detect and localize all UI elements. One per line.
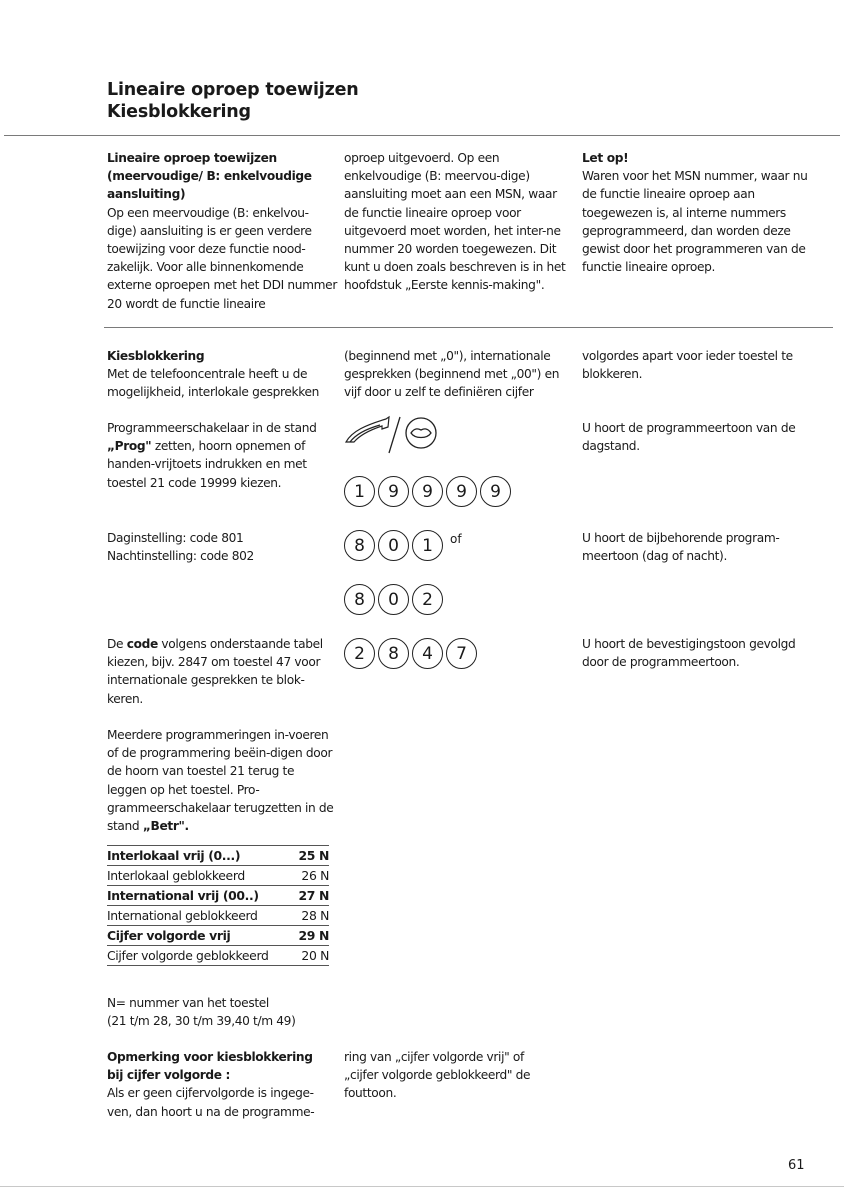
digit-key: 1 <box>412 530 443 561</box>
table-row <box>107 846 329 866</box>
table-cell-label: Interlokaal geblokkeerd <box>107 866 294 886</box>
digit-key: 4 <box>412 638 443 669</box>
body-text: Als er geen cijfervolgorde is ingege-ven, dan hoort u na de programme- <box>107 1086 315 1119</box>
body-text: Op een meervoudige (B: enkelvou-dige) aansluiting is er geen verdere toewijzing voor deze functie nood-zakelijk. Voor alle binnenkomende externe oproepen met het DDI nummer 20 wordt de functie lineaire <box>107 205 337 311</box>
table-cell-code: 20 N <box>294 946 329 966</box>
step2-code-keys-day <box>344 530 462 561</box>
note-body: Waren voor het MSN nummer, waar nu de functie lineaire oproep aan toegewezen is, al interne nummers geprogrammeerd, dan worden deze gewist door het programmeren van de functie lineaire oproep. <box>582 169 808 275</box>
table-cell-label: Interlokaal vrij (0...) <box>107 846 294 866</box>
table-cell-label: Cijfer volgorde geblokkeerd <box>107 946 294 966</box>
speaker-lips-icon <box>406 418 436 448</box>
table-cell-code: 27 N <box>294 886 329 906</box>
digit-key: 0 <box>378 584 409 615</box>
slash-separator <box>389 417 400 453</box>
title-divider <box>4 135 840 136</box>
table-cell-code: 28 N <box>294 906 329 926</box>
section-heading: Lineaire oproep toewijzen <box>107 151 277 165</box>
digit-key: 8 <box>344 530 375 561</box>
section-lineaire-oproep-col1 <box>107 149 337 313</box>
table-cell-code: 26 N <box>294 866 329 886</box>
page-title-line2: Kiesblokkering <box>107 102 251 122</box>
section-heading: aansluiting) <box>107 187 186 202</box>
body-text: ring van „cijfer volgorde vrij" of „cijfer volgorde geblokkeerd" de fouttoon. <box>344 1050 531 1101</box>
digit-key: 0 <box>378 530 409 561</box>
kiesblokkering-intro-col2 <box>344 347 574 402</box>
step1-result: U hoort de programmeertoon van de dagstand. <box>582 421 796 454</box>
body-text: volgordes apart voor ieder toestel te blokkeren. <box>582 349 793 382</box>
day-setting: Daginstelling: code 801 <box>107 531 244 545</box>
note-heading: Let op! <box>582 151 629 165</box>
table-cell-label: International geblokkeerd <box>107 906 294 926</box>
step1-instruction: Programmeerschakelaar in de stand „Prog" zetten, hoorn opnemen of handen-vrijtoets indrukken en met toestel 21 code 19999 kiezen. <box>107 421 317 490</box>
table-cell-code: 25 N <box>294 846 329 866</box>
or-label: of <box>450 532 462 546</box>
night-setting: Nachtinstelling: code 802 <box>107 549 254 564</box>
kiesblokkering-intro-col1 <box>107 347 337 402</box>
page-title-line1: Lineaire oproep toewijzen <box>107 80 359 100</box>
code-table <box>107 845 329 966</box>
digit-key: 8 <box>344 584 375 615</box>
step1-code-keys <box>344 476 511 507</box>
digit-key: 7 <box>446 638 477 669</box>
bottom-edge-line <box>0 1186 844 1187</box>
step3-instruction: De code volgens onderstaande tabel kiezen, bijv. 2847 om toestel 47 voor internationale gesprekken te blok-keren. <box>107 637 323 706</box>
digit-key: 1 <box>344 476 375 507</box>
handset-icon <box>346 417 389 442</box>
step2-code-keys-night <box>344 584 443 615</box>
table-cell-label: International vrij (00..) <box>107 886 294 906</box>
digit-key: 8 <box>378 638 409 669</box>
step4-instruction: Meerdere programmeringen in-voeren of de programmering beëin-digen door de hoorn van toestel 21 terug te leggen op het toestel. Pro-grammeerschakelaar terugzetten in de stand „Betr". <box>107 728 334 834</box>
table-row <box>107 886 329 906</box>
step2-instruction <box>107 529 337 565</box>
body-text: Met de telefooncentrale heeft u de mogelijkheid, interlokale gesprekken <box>107 367 320 400</box>
step3-code-keys <box>344 638 477 669</box>
table-row <box>107 926 329 946</box>
remark-col2 <box>344 1048 549 1103</box>
remark-col1 <box>107 1048 337 1121</box>
digit-key: 9 <box>446 476 477 507</box>
section-divider <box>104 327 833 328</box>
section-heading: Kiesblokkering <box>107 349 205 363</box>
table-row <box>107 866 329 886</box>
note-let-op <box>582 149 822 276</box>
digit-key: 2 <box>344 638 375 669</box>
step1-icons <box>344 413 464 459</box>
body-text: (beginnend met „0"), internationale gesprekken (beginnend met „00") en vijf door u zelf te definiëren cijfer <box>344 349 560 400</box>
digit-key: 9 <box>480 476 511 507</box>
step2-result: U hoort de bijbehorende program-meertoon (dag of nacht). <box>582 531 780 564</box>
remark-heading: Opmerking voor kiesblokkering <box>107 1050 313 1064</box>
page-number: 61 <box>788 1158 805 1173</box>
body-text: oproep uitgevoerd. Op een enkelvoudige (B: meervou-dige) aansluiting moet aan een MSN, waar de functie lineaire oproep voor uitgevoerd moet worden, het inter-ne nummer 20 worden toegewezen. Dit kunt u doen zoals beschreven is in het hoofdstuk „Eerste kennis-making". <box>344 151 566 293</box>
digit-key: 9 <box>378 476 409 507</box>
table-cell-code: 29 N <box>294 926 329 946</box>
section-lineaire-oproep-col2 <box>344 149 574 295</box>
digit-key: 9 <box>412 476 443 507</box>
step3-result: U hoort de bevestigingstoon gevolgd door de programmeertoon. <box>582 637 796 670</box>
table-row <box>107 946 329 966</box>
table-legend: N= nummer van het toestel (21 t/m 28, 30 t/m 39,40 t/m 49) <box>107 996 296 1029</box>
table-cell-label: Cijfer volgorde vrij <box>107 926 294 946</box>
table-row <box>107 906 329 926</box>
kiesblokkering-intro-col3 <box>582 347 822 383</box>
section-heading: (meervoudige/ B: enkelvoudige <box>107 169 312 184</box>
page-title <box>107 79 359 123</box>
digit-key: 2 <box>412 584 443 615</box>
remark-heading: bij cijfer volgorde : <box>107 1068 231 1083</box>
